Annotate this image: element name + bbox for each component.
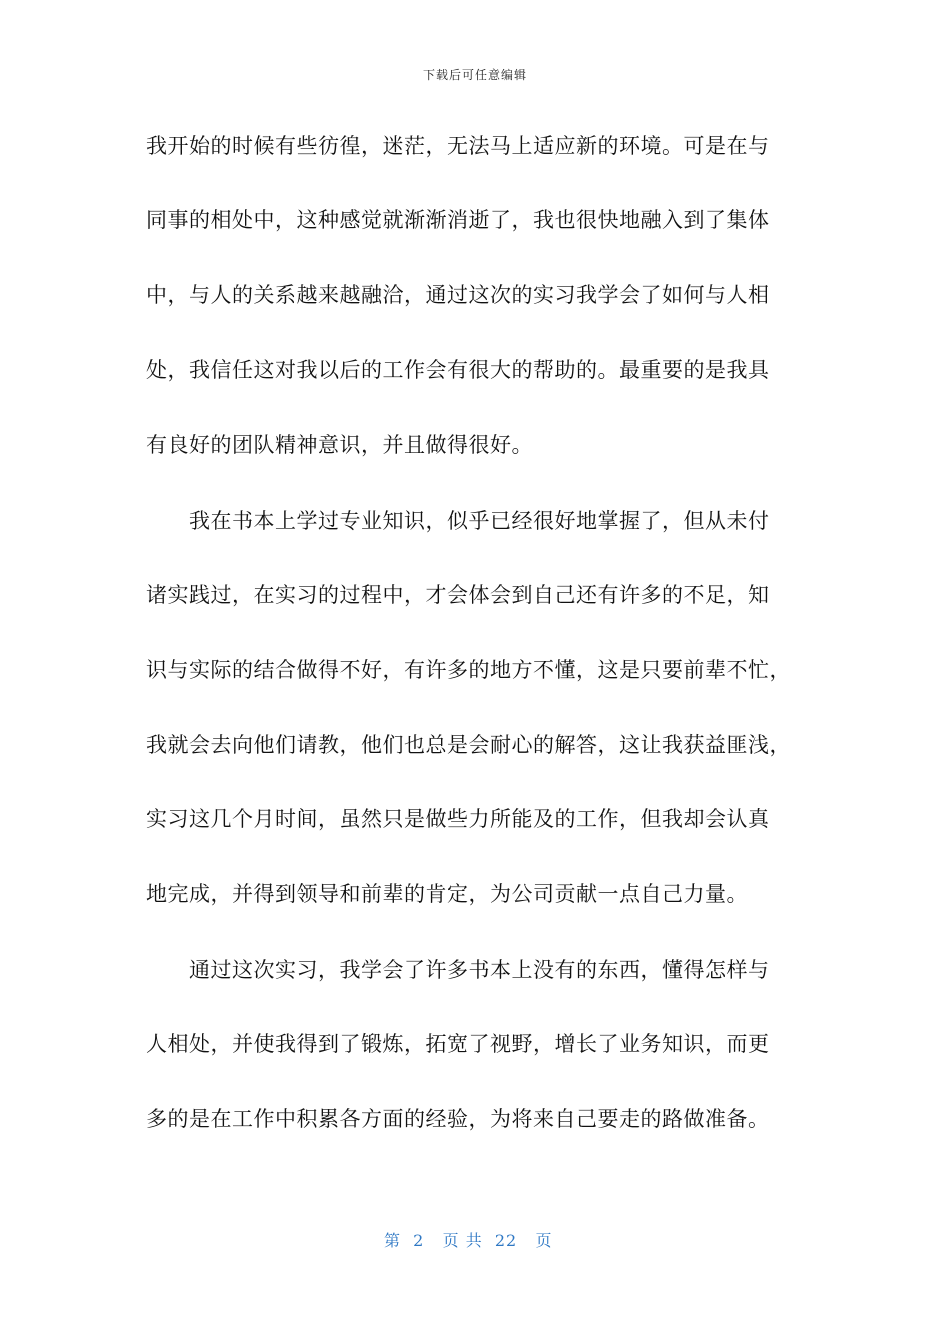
text-line: 人相处，并使我得到了锻炼，拓宽了视野，增长了业务知识，而更 xyxy=(146,1032,770,1056)
text-line: 实习这几个月时间，虽然只是做些力所能及的工作，但我却会认真 xyxy=(146,807,770,831)
text-line: 中，与人的关系越来越融洽，通过这次的实习我学会了如何与人相 xyxy=(146,283,770,307)
text-line: 我开始的时候有些彷徨，迷茫，无法马上适应新的环境。可是在与 xyxy=(146,134,770,158)
text-line: 处，我信任这对我以后的工作会有很大的帮助的。最重要的是我具 xyxy=(146,358,770,382)
text-line: 通过这次实习，我学会了许多书本上没有的东西，懂得怎样与 xyxy=(146,958,770,982)
text-line: 诸实践过，在实习的过程中，才会体会到自己还有许多的不足，知 xyxy=(146,583,770,607)
text-line: 有良好的团队精神意识，并且做得很好。 xyxy=(146,433,533,457)
text-line: 我在书本上学过专业知识，似乎已经很好地掌握了，但从未付 xyxy=(146,509,770,533)
page-number-footer: 第 2 页 共 22 页 xyxy=(384,1231,553,1250)
text-line: 多的是在工作中积累各方面的经验，为将来自己要走的路做准备。 xyxy=(146,1107,770,1131)
page-header: 下载后可任意编辑 xyxy=(422,68,527,82)
text-line: 识与实际的结合做得不好，有许多的地方不懂，这是只要前辈不忙， xyxy=(146,658,791,682)
text-line: 同事的相处中，这种感觉就渐渐消逝了，我也很快地融入到了集体 xyxy=(146,208,770,232)
text-line: 地完成，并得到领导和前辈的肯定，为公司贡献一点自己力量。 xyxy=(146,882,748,906)
text-line: 我就会去向他们请教，他们也总是会耐心的解答，这让我获益匪浅， xyxy=(146,733,791,757)
